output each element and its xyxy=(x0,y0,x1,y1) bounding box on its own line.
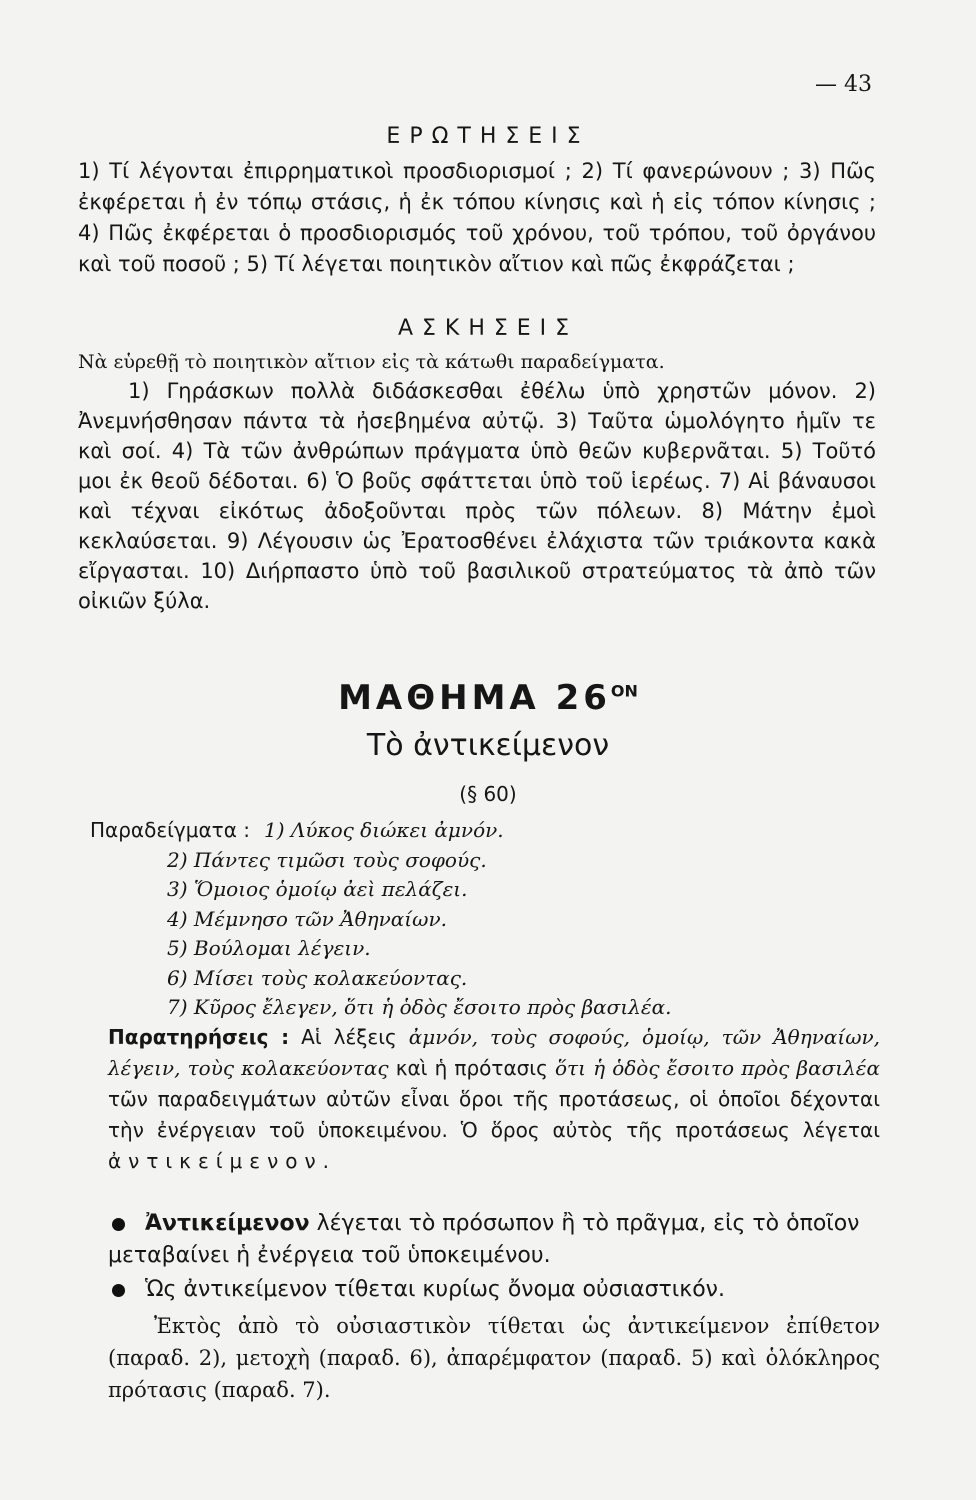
rule-text: Ὡς ἀντικείμενον τίθεται κυρίως ὄνομα οὐσιαστικόν. xyxy=(145,1277,725,1302)
observations-words: ἀμνόν, τοὺς σοφούς, ὁμοίῳ, τῶν Ἀθηναίων, λέγειν, τοὺς κολακεύοντας xyxy=(108,1025,881,1080)
observations-clause: ὅτι ἡ ὁδὸς ἔσοιτο πρὸς βασιλέα xyxy=(554,1056,880,1080)
final-paragraph: Ἐκτὸς ἀπὸ τὸ οὐσιαστικὸν τίθεται ὡς ἀντικείμενον ἐπίθετον (παραδ. 2), μετοχὴ (παραδ. 6), ἀπαρέμφατον (παραδ. 5) καὶ ὁλόκληρος πρότασις (παραδ. 7). xyxy=(108,1314,880,1402)
observations-term: ἀντικείμενον. xyxy=(108,1149,337,1173)
example-text: 1) Λύκος διώκει ἀμνόν. xyxy=(263,818,504,842)
bullet-icon xyxy=(112,1218,125,1231)
questions-heading: ΕΡΩΤΗΣΕΙΣ xyxy=(386,124,590,149)
rule-item xyxy=(108,1208,884,1272)
page-number: — 43 xyxy=(815,72,872,97)
examples-label: Παραδείγματα : xyxy=(90,818,250,842)
list-item xyxy=(90,934,850,964)
example-text: 6) Μίσει τοὺς κολακεύοντας. xyxy=(167,965,468,990)
list-item xyxy=(90,846,850,876)
observations-text-c: τῶν παραδειγμάτων αὐτῶν εἶναι ὅροι τῆς προτάσεως, οἱ ὁποῖοι δέχονται τὴν ἐνέργειαν τοῦ ὑποκειμένου. Ὁ ὅρος αὐτὸς τῆς προτάσεως λέγεται xyxy=(108,1087,880,1142)
exercises-text: 1) Γηράσκων πολλὰ διδάσκεσθαι ἐθέλω ὑπὸ χρηστῶν μόνον. 2) Ἀνεμνήσθησαν πάντα τὰ ἠσεβημένα αὐτῷ. 3) Ταῦτα ὡμολόγητο ἡμῖν τε καὶ σοί. 4) Τὰ τῶν ἀνθρώπων πράγματα ὑπὸ θεῶν κυβερνᾶται. 5) Τοῦτό μοι ἐκ θεοῦ δέδοται. 6) Ὁ βοῦς σφάττεται ὑπὸ τοῦ ἱερέως. 7) Αἱ βάναυσοι καὶ τέχναι εἰκότως ἀδοξοῦνται πρὸς τῶν πόλεων. 8) Μάτην ἐμοὶ κεκλαύσεται. 9) Λέγουσιν ὡς Ἐρατοσθένει ἐλάχιστα τῶν τριάκοντα κακὰ εἴργασται. 10) Διήρπαστο ὑπὸ τοῦ βασιλικοῦ στρατεύματος τὰ ἀπὸ τῶν οἰκιῶν ξύλα. xyxy=(78,379,876,613)
observations-text-a: Αἱ λέξεις xyxy=(301,1025,397,1049)
rule-item xyxy=(108,1274,884,1306)
examples-list xyxy=(90,816,850,1023)
example-text: 2) Πάντες τιμῶσι τοὺς σοφούς. xyxy=(167,847,487,872)
lesson-title xyxy=(0,678,976,718)
questions-text: 1) Τί λέγονται ἐπιρρηματικοὶ προσδιορισμοί ; 2) Τί φανερώνουν ; 3) Πῶς ἐκφέρεται ἡ ἐν τόπῳ στάσις, ἡ ἐκ τόπου κίνησις καὶ ἡ εἰς τόπον κίνησις ; 4) Πῶς ἐκφέρεται ὁ προσδιορισμός τοῦ χρόνου, τοῦ τρόπου, τοῦ ὀργάνου καὶ τοῦ ποσοῦ ; 5) Τί λέγεται ποιητικὸν αἴτιον καὶ πῶς ἐκφράζεται ; xyxy=(78,159,876,276)
exercises-instruction: Νὰ εὑρεθῇ τὸ ποιητικὸν αἴτιον εἰς τὰ κάτωθι παραδείγματα. xyxy=(78,351,665,373)
observations-text-b: καὶ ἡ πρότασις xyxy=(395,1056,548,1080)
observations xyxy=(108,1022,880,1177)
rule-term: Ἀντικείμενον xyxy=(145,1211,310,1236)
observations-label: Παρατηρήσεις : xyxy=(108,1025,290,1049)
example-text: 3) Ὅμοιος ὁμοίῳ ἀεὶ πελάζει. xyxy=(167,877,468,901)
lesson-subtitle: Τὸ ἀντικείμενον xyxy=(366,728,610,763)
bullet-icon xyxy=(112,1284,125,1297)
list-item xyxy=(90,993,850,1023)
list-item xyxy=(90,816,850,846)
lesson-title-text: ΜΑΘΗΜΑ 26 xyxy=(338,678,611,718)
example-text: 7) Κῦρος ἔλεγεν, ὅτι ἡ ὁδὸς ἔσοιτο πρὸς βασιλέα. xyxy=(167,995,672,1019)
example-text: 4) Μέμνησο τῶν Ἀθηναίων. xyxy=(167,906,447,931)
list-item xyxy=(90,964,850,994)
list-item xyxy=(90,905,850,935)
lesson-title-suffix: ΟΝ xyxy=(610,681,638,701)
exercises-heading: ΑΣΚΗΣΕΙΣ xyxy=(397,316,579,341)
lesson-reference: (§ 60) xyxy=(459,782,517,806)
list-item xyxy=(90,875,850,905)
rule-text: λέγεται τὸ πρόσωπον ἢ τὸ πρᾶγμα, εἰς τὸ ὁποῖον μεταβαίνει ἡ ἐνέργεια τοῦ ὑποκειμένου. xyxy=(108,1211,860,1268)
example-text: 5) Βούλομαι λέγειν. xyxy=(167,936,371,960)
